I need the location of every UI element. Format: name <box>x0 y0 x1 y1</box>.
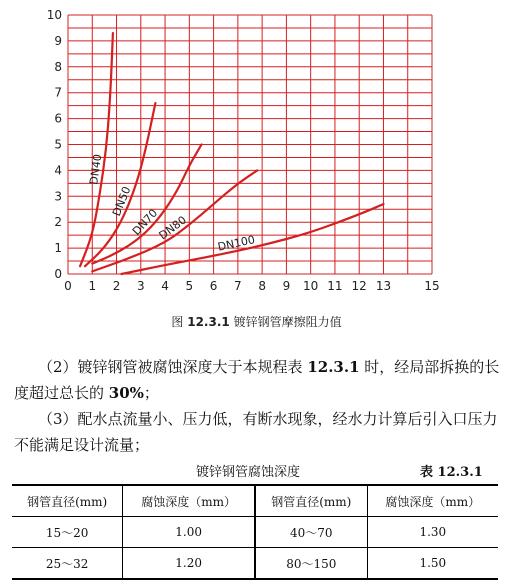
paragraph-text: 时，经局部拆换的长度超过总长的 <box>14 358 500 402</box>
curve-label-dn100: DN100 <box>216 233 257 254</box>
column-header: 腐蚀深度（mm） <box>123 485 255 517</box>
x-tick-label: 5 <box>185 279 194 293</box>
x-tick-label: 7 <box>234 279 242 293</box>
column-header: 钢管直径(mm) <box>255 485 367 517</box>
table-cell: 80～150 <box>255 548 367 580</box>
y-tick-label: 4 <box>54 163 62 178</box>
table-reference: 12.3.1 <box>307 358 360 376</box>
curve-label-dn70: DN70 <box>129 206 161 238</box>
corrosion-depth-table <box>12 484 498 580</box>
column-header: 钢管直径(mm) <box>27 494 108 509</box>
curve-dn40 <box>80 33 113 266</box>
figure-caption <box>0 313 513 330</box>
x-tick-label: 15 <box>424 279 440 293</box>
table-row <box>12 548 498 580</box>
table-title: 镀锌钢管腐蚀深度 <box>196 465 301 480</box>
table-cell: 15～20 <box>45 525 89 540</box>
table-row <box>12 517 498 548</box>
y-tick-label: 1 <box>54 241 62 256</box>
x-tick-label: 0 <box>64 279 72 293</box>
y-tick-label: 10 <box>46 8 62 22</box>
table-cell: 1.20 <box>123 548 255 580</box>
caption-number: 12.3.1 <box>187 315 230 329</box>
y-tick-label: 0 <box>54 267 62 281</box>
x-tick-label: 13 <box>375 279 392 293</box>
paragraph-item-2 <box>14 354 506 406</box>
table-cell: 40～70 <box>255 517 367 548</box>
paragraph-item-3 <box>14 406 506 458</box>
x-tick-label: 3 <box>136 279 145 293</box>
y-tick-label: 7 <box>54 85 62 100</box>
y-tick-label: 6 <box>54 111 62 126</box>
table-number: 表 12.3.1 <box>420 465 483 480</box>
curve-label-dn50: DN50 <box>109 184 134 218</box>
x-tick-label: 9 <box>282 279 291 293</box>
curve-label-dn40: DN40 <box>87 153 105 186</box>
y-tick-label: 2 <box>54 215 62 230</box>
y-tick-label: 8 <box>54 59 62 74</box>
percentage-value: 30% <box>108 384 144 402</box>
x-tick-label: 10 <box>303 279 319 293</box>
table-cell: 25～32 <box>12 548 123 580</box>
x-tick-label: 6 <box>209 279 218 293</box>
x-tick-label: 12 <box>351 279 367 293</box>
curve-label-dn80: DN80 <box>156 213 189 243</box>
paragraph-text: （3）配水点流量小、压力低，有断水现象，经水力计算后引入口压力不能满足设计流量； <box>14 410 498 454</box>
table-title-row <box>0 461 513 481</box>
x-tick-label: 4 <box>161 279 169 293</box>
x-tick-label: 11 <box>327 279 343 293</box>
column-header: 腐蚀深度（mm） <box>367 485 498 517</box>
x-tick-label: 8 <box>258 279 266 293</box>
y-tick-label: 9 <box>54 33 62 48</box>
table-cell: 1.50 <box>367 548 498 580</box>
y-tick-label: 5 <box>54 137 62 152</box>
paragraph-text: （2）镀锌钢管被腐蚀深度大于本规程表 <box>38 358 308 376</box>
table-header-row <box>12 485 498 517</box>
curve-dn70 <box>92 145 201 264</box>
table-cell: 1.00 <box>123 517 255 548</box>
paragraph-text: ； <box>143 384 159 402</box>
y-tick-label: 3 <box>54 189 62 204</box>
caption-prefix: 图 <box>171 315 188 329</box>
x-tick-label: 1 <box>88 279 97 293</box>
caption-text: 镀锌钢管摩擦阻力值 <box>229 315 342 329</box>
x-tick-label: 2 <box>112 279 121 293</box>
table-cell: 1.30 <box>367 517 498 548</box>
